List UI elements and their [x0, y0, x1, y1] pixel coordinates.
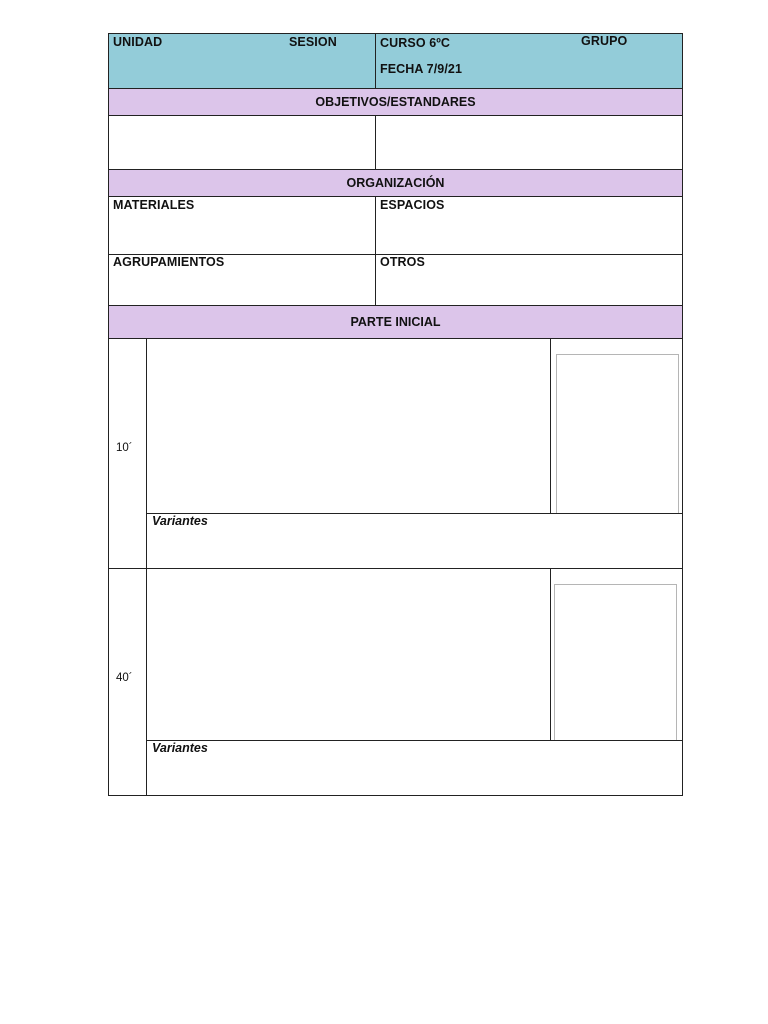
- espacios-cell[interactable]: [375, 196, 683, 255]
- unidad-label: UNIDAD: [113, 35, 163, 49]
- objetivos-section-header: OBJETIVOS/ESTANDARES: [108, 88, 683, 116]
- agrupamientos-cell[interactable]: [108, 254, 376, 306]
- variants-field[interactable]: [146, 740, 683, 796]
- grupo-label: GRUPO: [581, 34, 628, 48]
- parte-inicial-section-header: PARTE INICIAL: [108, 305, 683, 339]
- activity-image-placeholder: [554, 584, 677, 741]
- activity-image-cell: [550, 568, 683, 741]
- objetivos-left-field[interactable]: [108, 115, 376, 170]
- header-right-cell: [375, 33, 683, 89]
- objetivos-right-field[interactable]: [375, 115, 683, 170]
- activity-time-cell: [108, 338, 147, 569]
- materiales-cell[interactable]: [108, 196, 376, 255]
- variants-label: Variantes: [152, 514, 208, 528]
- curso-label: CURSO 6ºC: [380, 36, 451, 50]
- otros-label: OTROS: [380, 255, 425, 269]
- variants-label: Variantes: [152, 741, 208, 755]
- activity-description-field[interactable]: [146, 568, 551, 741]
- organizacion-section-header: ORGANIZACIÓN: [108, 169, 683, 197]
- activity-time: 40´: [116, 672, 133, 684]
- espacios-label: ESPACIOS: [380, 198, 445, 212]
- variants-field[interactable]: [146, 513, 683, 569]
- activity-description-field[interactable]: [146, 338, 551, 514]
- activity-image-cell: [550, 338, 683, 514]
- agrupamientos-label: AGRUPAMIENTOS: [113, 255, 225, 269]
- otros-cell[interactable]: [375, 254, 683, 306]
- activity-image-placeholder: [556, 354, 679, 514]
- sesion-label: SESION: [289, 35, 337, 49]
- activity-time-cell: [108, 568, 147, 796]
- activity-time: 10´: [116, 442, 133, 454]
- materiales-label: MATERIALES: [113, 198, 195, 212]
- fecha-label: FECHA 7/9/21: [380, 62, 463, 76]
- header-left-cell: [108, 33, 376, 89]
